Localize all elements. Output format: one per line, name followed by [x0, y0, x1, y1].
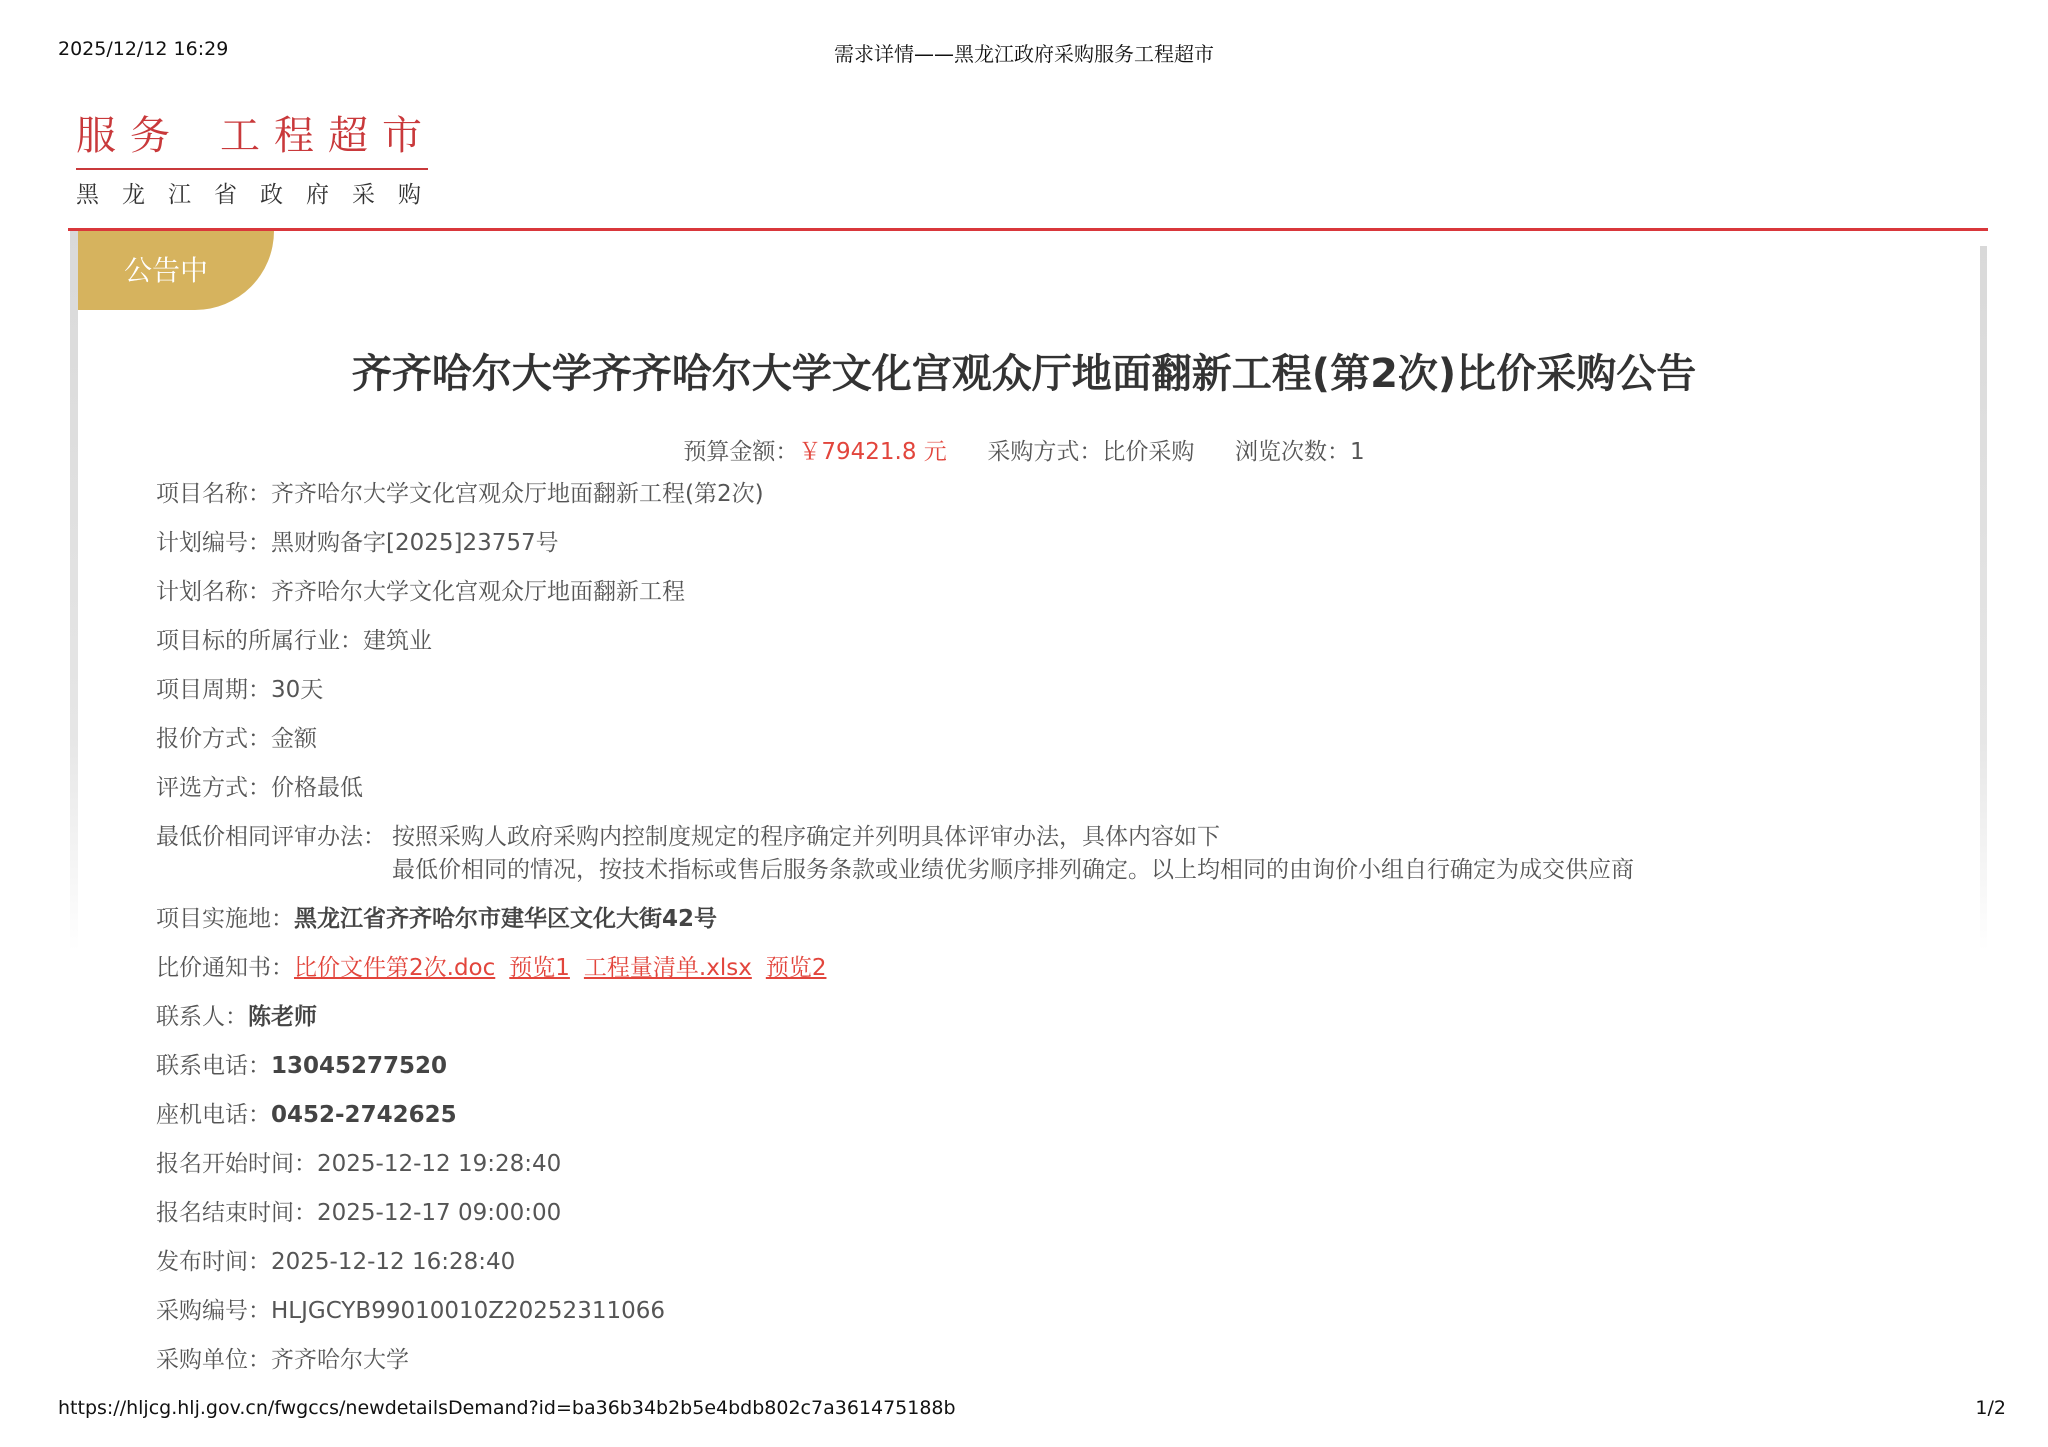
- views-value: 1: [1350, 439, 1365, 465]
- detail-fields: [156, 478, 1976, 1393]
- print-page-number: 1/2: [1975, 1397, 2006, 1419]
- print-page-title: 需求详情——黑龙江政府采购服务工程超市: [834, 42, 1214, 66]
- field-label: 座机电话：: [156, 1102, 271, 1128]
- header-divider: [68, 228, 1988, 231]
- status-badge: 公告中: [78, 231, 274, 310]
- logo-part2: 工程超市: [220, 113, 436, 159]
- field-label: 报价方式：: [156, 726, 271, 752]
- field-signup-end: [156, 1197, 1976, 1230]
- field-value: 齐齐哈尔大学文化宫观众厅地面翻新工程(第2次): [271, 481, 764, 507]
- field-landline: [156, 1099, 1976, 1132]
- print-datetime: 2025/12/12 16:29: [58, 38, 229, 60]
- panel-border-left: [70, 231, 78, 951]
- field-value: 2025-12-17 09:00:00: [317, 1200, 562, 1226]
- field-tie-rule: [156, 821, 1976, 887]
- field-purchase-number: [156, 1295, 1976, 1328]
- field-label: 联系电话：: [156, 1053, 271, 1079]
- field-value: 建筑业: [363, 628, 432, 654]
- field-label: 联系人：: [156, 1004, 248, 1030]
- budget-label: 预算金额：: [683, 439, 799, 465]
- budget-value: ￥79421.8 元: [798, 439, 947, 465]
- field-value: 黑财购备字[2025]23757号: [271, 530, 559, 556]
- field-label: 最低价相同评审办法：: [156, 824, 386, 850]
- field-value: 30天: [271, 677, 324, 703]
- field-purchaser: [156, 1344, 1976, 1377]
- logo-subtitle: 黑龙江省政府采购: [76, 182, 444, 208]
- field-value: 2025-12-12 16:28:40: [271, 1249, 516, 1275]
- field-label: 报名开始时间：: [156, 1151, 317, 1177]
- field-label: 评选方式：: [156, 775, 271, 801]
- logo-divider: [76, 168, 428, 170]
- field-label: 项目名称：: [156, 481, 271, 507]
- logo-part1: 服务: [76, 113, 184, 159]
- views-label: 浏览次数：: [1235, 439, 1351, 465]
- field-publish-time: [156, 1246, 1976, 1279]
- doc-link-price-file[interactable]: 比价文件第2次.doc: [294, 955, 496, 981]
- field-value: 价格最低: [271, 775, 363, 801]
- print-url: https://hljcg.hlj.gov.cn/fwgccs/newdetailsDemand?id=ba36b34b2b5e4bdb802c7a361475188b: [58, 1397, 956, 1419]
- field-value: 0452-2742625: [271, 1102, 457, 1128]
- site-logo[interactable]: [76, 108, 444, 209]
- field-contact: [156, 1001, 1976, 1034]
- doc-link-quantity-list[interactable]: 工程量清单.xlsx: [583, 955, 752, 981]
- field-value-line1: 按照采购人政府采购内控制度规定的程序确定并列明具体评审办法，具体内容如下: [392, 824, 1220, 850]
- field-notice-docs: [156, 952, 1976, 985]
- field-label: 项目实施地：: [156, 906, 294, 932]
- preview-link-2[interactable]: 预览2: [765, 955, 827, 981]
- notice-title: 齐齐哈尔大学齐齐哈尔大学文化宫观众厅地面翻新工程(第2次)比价采购公告: [351, 351, 1697, 397]
- field-value-line2: 最低价相同的情况，按技术指标或售后服务条款或业绩优劣顺序排列确定。以上均相同的由询价小组自行确定为成交供应商: [392, 857, 1634, 883]
- field-industry: [156, 625, 1976, 658]
- field-plan-number: [156, 527, 1976, 560]
- field-label: 计划编号：: [156, 530, 271, 556]
- field-label: 项目标的所属行业：: [156, 628, 363, 654]
- field-label: 采购单位：: [156, 1347, 271, 1373]
- field-label: 采购编号：: [156, 1298, 271, 1324]
- field-value: 2025-12-12 19:28:40: [317, 1151, 562, 1177]
- field-value: HLJGCYB99010010Z20252311066: [271, 1298, 665, 1324]
- field-value: 陈老师: [248, 1004, 317, 1030]
- field-label: 计划名称：: [156, 579, 271, 605]
- field-location: [156, 903, 1976, 936]
- field-quote-method: [156, 723, 1976, 756]
- method-value: 比价采购: [1102, 439, 1195, 465]
- logo-title: [76, 108, 436, 164]
- field-project-name: [156, 478, 1976, 511]
- field-signup-start: [156, 1148, 1976, 1181]
- preview-link-1[interactable]: 预览1: [509, 955, 570, 981]
- field-label: 项目周期：: [156, 677, 271, 703]
- field-value: 齐齐哈尔大学文化宫观众厅地面翻新工程: [271, 579, 685, 605]
- field-plan-name: [156, 576, 1976, 609]
- method-label: 采购方式：: [987, 439, 1103, 465]
- field-selection-method: [156, 772, 1976, 805]
- field-label: 比价通知书：: [156, 955, 294, 981]
- field-period: [156, 674, 1976, 707]
- notice-meta: [0, 433, 2048, 466]
- field-label: 发布时间：: [156, 1249, 271, 1275]
- field-value: 齐齐哈尔大学: [271, 1347, 409, 1373]
- field-value: 黑龙江省齐齐哈尔市建华区文化大街42号: [294, 906, 718, 932]
- field-value: 13045277520: [271, 1053, 448, 1079]
- field-phone: [156, 1050, 1976, 1083]
- field-value: 金额: [271, 726, 317, 752]
- field-label: 报名结束时间：: [156, 1200, 317, 1226]
